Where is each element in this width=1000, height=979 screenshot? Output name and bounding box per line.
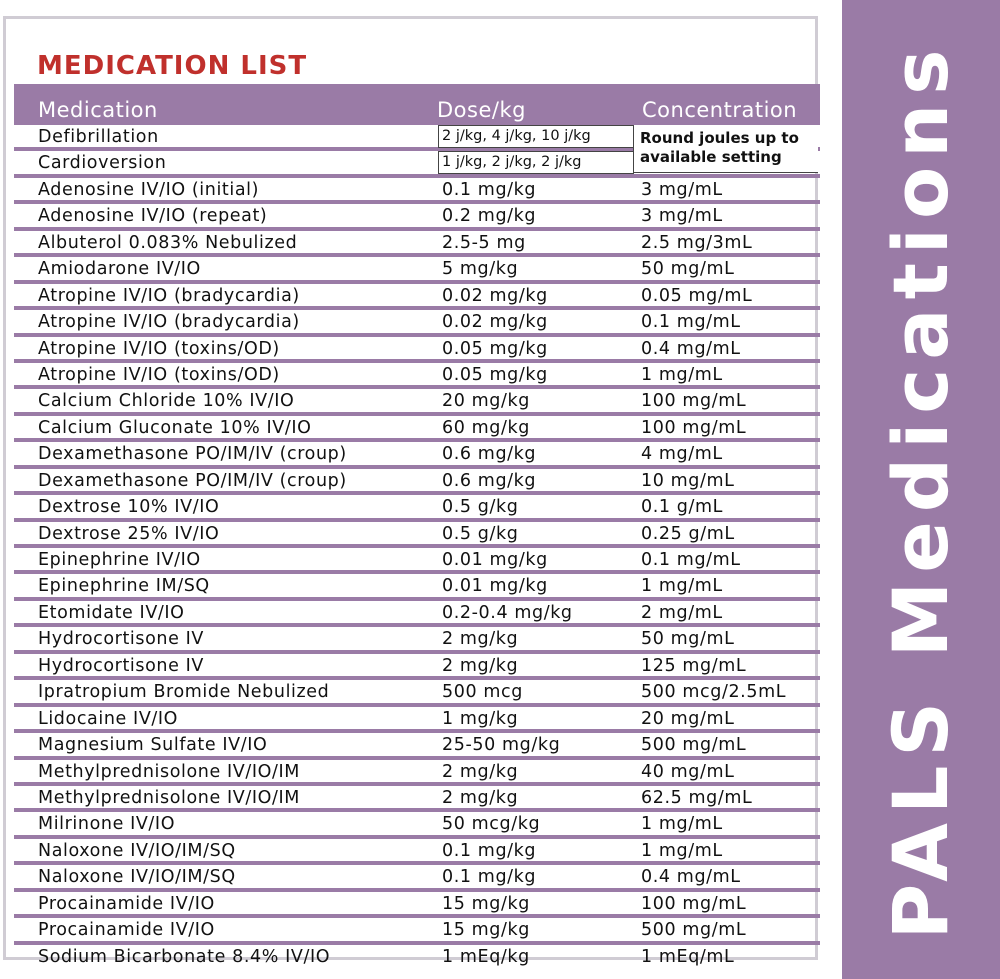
column-header-medication: Medication <box>38 98 158 122</box>
medication-cell: Magnesium Sulfate IV/IO <box>38 735 268 756</box>
concentration-cell: 1 mg/mL <box>641 364 723 385</box>
concentration-cell: 0.1 mg/mL <box>641 550 741 570</box>
medication-cell: Atropine IV/IO (bradycardia) <box>38 312 300 333</box>
table-row <box>14 389 820 415</box>
dose-cell: 0.2 mg/kg <box>442 206 537 227</box>
dose-cell: 2 mg/kg <box>442 761 519 782</box>
medication-cell: Amiodarone IV/IO <box>38 259 201 280</box>
dose-cell: 0.05 mg/kg <box>442 364 548 385</box>
medication-cell: Dexamethasone PO/IM/IV (croup) <box>38 444 347 465</box>
medication-cell: Dextrose 10% IV/IO <box>38 497 220 518</box>
dose-cell: 50 mcg/kg <box>442 814 541 835</box>
table-row <box>14 337 820 363</box>
dose-cell: 2 mg/kg <box>442 629 519 650</box>
table-row <box>14 786 820 812</box>
dose-cell: 500 mcg <box>442 682 523 703</box>
concentration-cell: 500 mg/mL <box>641 735 747 756</box>
concentration-cell: 100 mg/mL <box>641 893 747 914</box>
dose-cell: 60 mg/kg <box>442 417 530 438</box>
medication-cell: Ipratropium Bromide Nebulized <box>38 682 330 703</box>
concentration-cell: 2 mg/mL <box>641 602 723 623</box>
dose-cell: 1 j/kg, 2 j/kg, 2 j/kg <box>438 151 634 174</box>
table-row <box>14 892 820 918</box>
table-row <box>14 654 820 680</box>
medication-cell: Hydrocortisone IV <box>38 655 204 676</box>
column-header-concentration: Concentration <box>642 98 798 122</box>
dose-cell: 2.5-5 mg <box>442 232 526 253</box>
dose-cell: 0.1 mg/kg <box>442 840 537 861</box>
dose-cell: 2 mg/kg <box>442 787 519 808</box>
table-row <box>14 865 820 891</box>
table-row <box>14 733 820 759</box>
concentration-cell: 125 mg/mL <box>641 655 747 676</box>
table-row <box>14 627 820 653</box>
medication-cell: Milrinone IV/IO <box>38 814 176 835</box>
medication-cell: Procainamide IV/IO <box>38 893 215 914</box>
sidebar-title: PALS Medications <box>876 39 965 940</box>
table-row <box>14 363 820 389</box>
table-row <box>14 548 820 574</box>
table-row <box>14 918 820 944</box>
medication-table <box>14 84 820 971</box>
concentration-cell: 1 mg/mL <box>641 576 723 597</box>
medication-cell: Sodium Bicarbonate 8.4% IV/IO <box>38 946 331 967</box>
dose-cell: 20 mg/kg <box>442 391 530 412</box>
table-row <box>14 707 820 733</box>
table-row <box>14 416 820 442</box>
concentration-cell: 100 mg/mL <box>641 391 747 412</box>
dose-cell: 0.1 mg/kg <box>442 867 537 888</box>
table-row <box>14 760 820 786</box>
table-row <box>14 945 820 971</box>
medication-card <box>3 16 818 967</box>
concentration-cell: 100 mg/mL <box>641 417 747 438</box>
concentration-cell: 4 mg/mL <box>641 444 723 465</box>
medication-cell: Naloxone IV/IO/IM/SQ <box>38 867 236 888</box>
dose-cell: 0.1 mg/kg <box>442 179 537 200</box>
medication-cell: Naloxone IV/IO/IM/SQ <box>38 840 236 861</box>
table-row <box>14 522 820 548</box>
medication-cell: Calcium Gluconate 10% IV/IO <box>38 417 312 438</box>
concentration-cell: 500 mg/mL <box>641 920 747 941</box>
concentration-cell: 0.05 mg/mL <box>641 285 753 306</box>
medication-cell: Defibrillation <box>38 127 159 147</box>
table-row <box>14 574 820 600</box>
concentration-cell: 0.4 mg/mL <box>641 338 741 359</box>
concentration-cell: 0.1 mg/mL <box>641 312 741 333</box>
table-row <box>14 495 820 521</box>
table-row <box>14 310 820 336</box>
dose-cell: 25-50 mg/kg <box>442 735 561 756</box>
card-title: MEDICATION LIST <box>37 51 308 81</box>
concentration-cell: 1 mEq/mL <box>641 946 735 967</box>
table-row <box>14 839 820 865</box>
sidebar-banner <box>842 0 1000 979</box>
dose-cell: 1 mg/kg <box>442 708 519 729</box>
shock-note: Round joules up to available setting <box>633 125 818 173</box>
concentration-cell: 20 mg/mL <box>641 708 735 729</box>
concentration-cell: 0.25 g/mL <box>641 523 735 544</box>
medication-cell: Dextrose 25% IV/IO <box>38 523 220 544</box>
table-row <box>14 178 820 204</box>
dose-cell: 1 mEq/kg <box>442 946 530 967</box>
column-header-dose: Dose/kg <box>437 98 526 122</box>
medication-cell: Epinephrine IV/IO <box>38 550 201 570</box>
medication-cell: Procainamide IV/IO <box>38 920 215 941</box>
dose-cell: 15 mg/kg <box>442 920 530 941</box>
concentration-cell: 1 mg/mL <box>641 840 723 861</box>
concentration-cell: 500 mcg/2.5mL <box>641 682 787 703</box>
table-row <box>14 284 820 310</box>
dose-cell: 0.6 mg/kg <box>442 470 537 491</box>
dose-cell: 2 mg/kg <box>442 655 519 676</box>
medication-cell: Atropine IV/IO (bradycardia) <box>38 285 300 306</box>
medication-cell: Methylprednisolone IV/IO/IM <box>38 761 300 782</box>
dose-cell: 0.01 mg/kg <box>442 550 548 570</box>
medication-cell: Hydrocortisone IV <box>38 629 204 650</box>
concentration-cell: 40 mg/mL <box>641 761 735 782</box>
concentration-cell: 2.5 mg/3mL <box>641 232 753 253</box>
concentration-cell: 3 mg/mL <box>641 206 723 227</box>
dose-cell: 15 mg/kg <box>442 893 530 914</box>
table-row <box>14 204 820 230</box>
medication-cell: Adenosine IV/IO (initial) <box>38 179 260 200</box>
dose-cell: 5 mg/kg <box>442 259 519 280</box>
concentration-cell: 50 mg/mL <box>641 629 735 650</box>
dose-cell: 0.5 g/kg <box>442 523 519 544</box>
concentration-cell: 0.1 g/mL <box>641 497 723 518</box>
table-row <box>14 601 820 627</box>
table-row <box>14 231 820 257</box>
concentration-cell: 1 mg/mL <box>641 814 723 835</box>
table-header <box>14 84 820 125</box>
table-row <box>14 812 820 838</box>
dose-cell: 0.05 mg/kg <box>442 338 548 359</box>
table-row <box>14 442 820 468</box>
dose-cell: 0.02 mg/kg <box>442 312 548 333</box>
medication-cell: Cardioversion <box>38 153 167 174</box>
concentration-cell: 50 mg/mL <box>641 259 735 280</box>
dose-cell: 0.2-0.4 mg/kg <box>442 602 573 623</box>
concentration-cell: 3 mg/mL <box>641 179 723 200</box>
medication-cell: Etomidate IV/IO <box>38 602 185 623</box>
concentration-cell: 10 mg/mL <box>641 470 735 491</box>
dose-cell: 0.5 g/kg <box>442 497 519 518</box>
medication-cell: Atropine IV/IO (toxins/OD) <box>38 338 280 359</box>
medication-cell: Lidocaine IV/IO <box>38 708 179 729</box>
medication-cell: Albuterol 0.083% Nebulized <box>38 232 298 253</box>
medication-cell: Calcium Chloride 10% IV/IO <box>38 391 295 412</box>
medication-cell: Atropine IV/IO (toxins/OD) <box>38 364 280 385</box>
medication-cell: Adenosine IV/IO (repeat) <box>38 206 268 227</box>
dose-cell: 0.01 mg/kg <box>442 576 548 597</box>
dose-cell: 0.6 mg/kg <box>442 444 537 465</box>
table-row <box>14 680 820 706</box>
concentration-cell: 62.5 mg/mL <box>641 787 753 808</box>
medication-cell: Epinephrine IM/SQ <box>38 576 210 597</box>
concentration-cell: 0.4 mg/mL <box>641 867 741 888</box>
table-row <box>14 469 820 495</box>
table-row <box>14 257 820 283</box>
dose-cell: 2 j/kg, 4 j/kg, 10 j/kg <box>438 125 634 148</box>
dose-cell: 0.02 mg/kg <box>442 285 548 306</box>
medication-cell: Methylprednisolone IV/IO/IM <box>38 787 300 808</box>
medication-cell: Dexamethasone PO/IM/IV (croup) <box>38 470 347 491</box>
